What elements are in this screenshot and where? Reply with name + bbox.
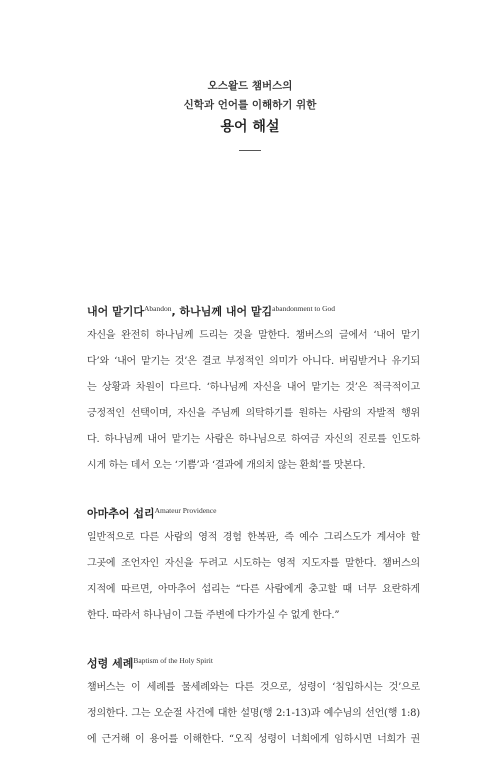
term-definition bbox=[87, 323, 420, 479]
definition-line: 다’와 ‘내어 맡기는 것’은 결코 부정적인 의미가 아니다. 버림받거나 유기되 bbox=[87, 356, 420, 367]
definition-line: 는 상황과 차원이 다르다. ‘하나님께 자신을 내어 맡기는 것’은 적극적이고 bbox=[87, 382, 420, 393]
term-english: Abandon bbox=[143, 304, 172, 313]
definition-line: 시게 하는 데서 오는 ‘기쁨’과 ‘결과에 개의치 않는 환희’를 맛본다. bbox=[87, 460, 366, 471]
term-definition bbox=[87, 675, 420, 753]
glossary-body bbox=[87, 298, 420, 774]
glossary-entry bbox=[87, 650, 420, 753]
title-block bbox=[0, 78, 500, 151]
definition-line: 한다. 따라서 하나님이 그들 주변에 다가가실 수 없게 한다.” bbox=[87, 610, 340, 621]
section-title: 용어 해설 bbox=[220, 119, 280, 135]
definition-line: 지적에 따르면, 아마추어 섭리는 “다른 사람에게 충고할 때 너무 요란하게 bbox=[87, 584, 420, 595]
term-korean: 아마추어 섭리 bbox=[87, 507, 155, 520]
glossary-entry bbox=[87, 298, 420, 479]
glossary-term bbox=[87, 298, 420, 323]
title-divider bbox=[239, 150, 261, 151]
definition-line: 긍정적인 선택이며, 자신을 주님께 의탁하기를 원하는 사람의 자발적 행위 bbox=[87, 408, 420, 419]
definition-line: 챔버스는 이 세례를 물세례와는 다른 것으로, 성령이 ‘침입하시는 것’으로 bbox=[87, 682, 420, 693]
term-separator: , bbox=[171, 305, 180, 318]
term-korean-secondary: 하나님께 내어 맡김 bbox=[179, 305, 273, 318]
definition-line: 자신을 완전히 하나님께 드리는 것을 말한다. 챔버스의 글에서 ‘내어 맡기 bbox=[87, 330, 420, 341]
definition-line: 다. 하나님께 내어 맡기는 사람은 하나님으로 하여금 자신의 진로를 인도하 bbox=[87, 434, 420, 445]
term-english: Amateur Providence bbox=[154, 506, 217, 515]
term-korean: 내어 맡기다 bbox=[87, 305, 144, 318]
term-english-secondary: abandonment to God bbox=[272, 304, 336, 313]
glossary-term bbox=[87, 650, 420, 675]
term-korean: 성령 세례 bbox=[87, 657, 134, 670]
term-definition bbox=[87, 525, 420, 629]
glossary-term bbox=[87, 500, 420, 525]
definition-line: 그곳에 조언자인 자신을 두려고 시도하는 영적 지도자를 말한다. 챔버스의 bbox=[87, 558, 420, 569]
title-line-2: 신학과 언어를 이해하기 위한 bbox=[183, 99, 317, 111]
definition-line: 에 근거해 이 용어를 이해한다. “오직 성령이 너희에게 임하시면 너희가 권 bbox=[87, 734, 420, 745]
term-english: Baptism of the Holy Spirit bbox=[133, 656, 213, 665]
definition-line: 정의한다. 그는 오순절 사건에 대한 설명(행 2:1-13)과 예수님의 선언(행 1:8) bbox=[87, 708, 420, 719]
glossary-entry bbox=[87, 500, 420, 629]
definition-line: 일반적으로 다른 사람의 영적 경험 한복판, 즉 예수 그리스도가 계셔야 할 bbox=[87, 532, 420, 543]
title-line-1: 오스왈드 챔버스의 bbox=[207, 80, 293, 92]
